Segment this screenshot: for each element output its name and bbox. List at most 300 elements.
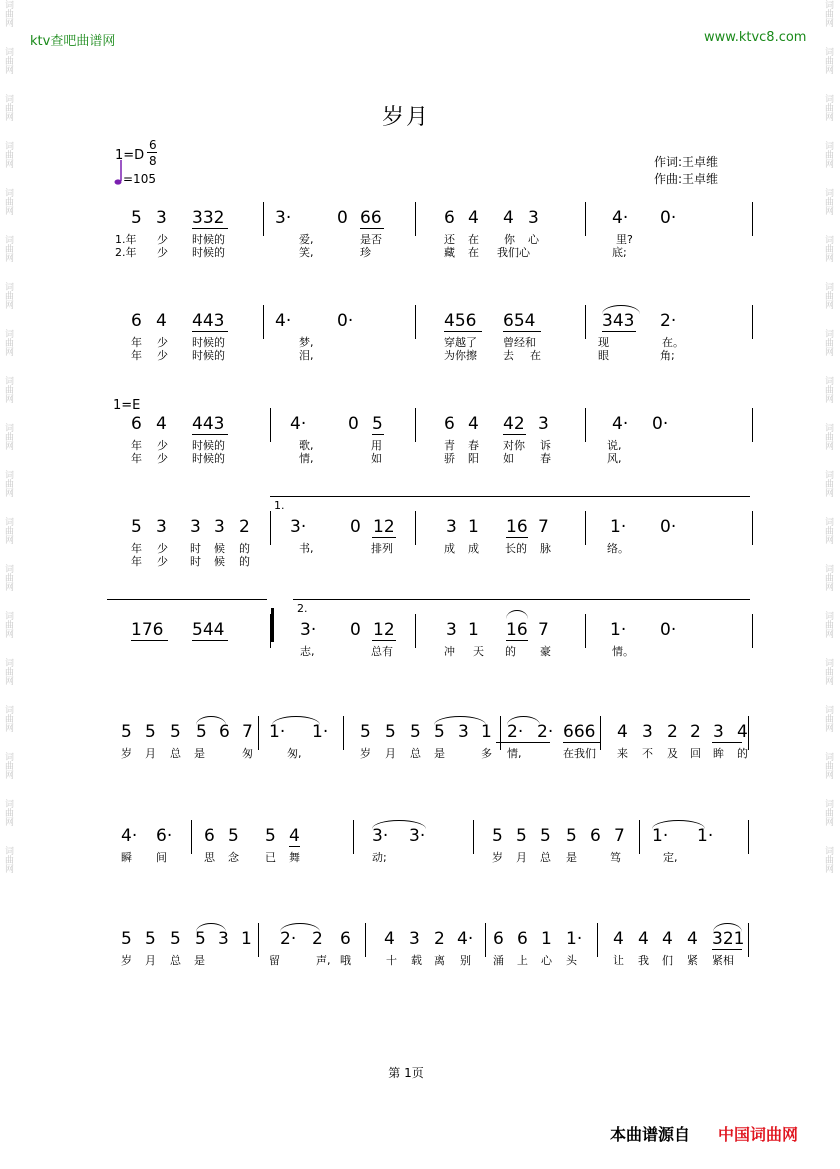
note: 321 bbox=[712, 929, 745, 949]
lyric-line1: 笃 bbox=[610, 851, 621, 864]
watermark-text: 词曲网 bbox=[3, 705, 13, 732]
note: 1 bbox=[241, 929, 252, 949]
note: 3 bbox=[218, 929, 229, 949]
watermark-text: 词曲网 bbox=[3, 611, 13, 638]
lyric-line1: 年 bbox=[131, 336, 142, 349]
slur bbox=[196, 923, 226, 932]
eighth-underline bbox=[496, 742, 550, 743]
lyric-line1: 是 bbox=[566, 851, 577, 864]
lyric-line1: 排列 bbox=[371, 542, 393, 555]
lyric-line2: 底; bbox=[612, 246, 627, 259]
note: 4 bbox=[156, 311, 167, 331]
lyric-line1: 是 bbox=[194, 747, 205, 760]
note: 456 bbox=[444, 311, 477, 331]
note: 66 bbox=[360, 208, 382, 228]
lyric-line2: 眼 bbox=[598, 349, 609, 362]
note: 2 bbox=[312, 929, 323, 949]
note: 6· bbox=[156, 826, 173, 846]
lyric-line2: 年 bbox=[131, 452, 142, 465]
lyric-line1: 匆 bbox=[242, 747, 253, 760]
lyric-line1: 让 bbox=[613, 954, 624, 967]
lyric-line1: 在 bbox=[468, 233, 479, 246]
note: 3 bbox=[156, 517, 167, 537]
lyric-line1: 在。 bbox=[662, 336, 684, 349]
lyric-line1: 总有 bbox=[371, 645, 393, 658]
note: 0 bbox=[348, 414, 359, 434]
eighth-underline bbox=[712, 742, 742, 743]
note: 443 bbox=[192, 311, 225, 331]
note: 0 bbox=[350, 517, 361, 537]
lyric-line1: 动; bbox=[372, 851, 387, 864]
note: 6 bbox=[444, 208, 455, 228]
bar-line bbox=[748, 923, 749, 957]
lyric-line1: 时候的 bbox=[192, 233, 225, 246]
note: 1 bbox=[481, 722, 492, 742]
slur bbox=[507, 716, 540, 725]
slur bbox=[272, 716, 320, 725]
note: 666 bbox=[563, 722, 596, 742]
note: 5 bbox=[434, 722, 445, 742]
time-sig-line bbox=[147, 152, 157, 153]
note: 5 bbox=[492, 826, 503, 846]
note: 5 bbox=[131, 517, 142, 537]
watermark-text: 词曲网 bbox=[3, 517, 13, 544]
note: 4 bbox=[156, 414, 167, 434]
note: 4· bbox=[457, 929, 474, 949]
note: 443 bbox=[192, 414, 225, 434]
lyric-line2: 少 bbox=[157, 246, 168, 259]
eighth-underline bbox=[444, 331, 482, 332]
note: 5 bbox=[131, 208, 142, 228]
note: 0· bbox=[660, 208, 677, 228]
lyric-line2: 在 bbox=[468, 246, 479, 259]
note: 5 bbox=[196, 722, 207, 742]
bar-line bbox=[500, 716, 501, 750]
note: 4 bbox=[613, 929, 624, 949]
time-sig-den: 8 bbox=[149, 154, 157, 168]
lyric-line1: 脉 bbox=[540, 542, 551, 555]
lyric-line1: 月 bbox=[385, 747, 396, 760]
lyric-line2: 春 bbox=[540, 452, 551, 465]
note: 0 bbox=[337, 208, 348, 228]
bar-line bbox=[258, 923, 259, 957]
lyric-line1: 1.年 bbox=[115, 233, 137, 246]
lyric-line1: 舞 bbox=[289, 851, 300, 864]
note: 3· bbox=[372, 826, 389, 846]
note: 4 bbox=[468, 208, 479, 228]
bar-line bbox=[600, 716, 601, 750]
lyric-line1: 在我们 bbox=[563, 747, 596, 760]
lyric-line1: 年 bbox=[131, 439, 142, 452]
lyric-line1: 志, bbox=[300, 645, 315, 658]
eighth-underline bbox=[503, 434, 526, 435]
composer: 作曲:王卓维 bbox=[654, 172, 719, 186]
note: 654 bbox=[503, 311, 536, 331]
lyric-line1: 岁 bbox=[121, 954, 132, 967]
lyric-line2: 少 bbox=[157, 555, 168, 568]
lyricist: 作词:王卓维 bbox=[654, 155, 719, 169]
note: 1· bbox=[312, 722, 329, 742]
eighth-underline bbox=[372, 537, 396, 538]
note: 3 bbox=[214, 517, 225, 537]
source-label: 本曲谱源自 bbox=[610, 1125, 691, 1144]
slur bbox=[434, 716, 486, 725]
bar-line bbox=[585, 408, 586, 442]
eighth-underline bbox=[192, 640, 228, 641]
lyric-line1: 紧 bbox=[687, 954, 698, 967]
quarter-note-icon bbox=[114, 160, 122, 186]
slur bbox=[602, 305, 640, 314]
volta2-label: 2. bbox=[297, 602, 308, 615]
note: 5 bbox=[385, 722, 396, 742]
note: 1· bbox=[610, 620, 627, 640]
bar-line bbox=[748, 716, 749, 750]
lyric-line1: 总 bbox=[170, 954, 181, 967]
slur bbox=[713, 923, 742, 932]
note: 4· bbox=[121, 826, 138, 846]
bar-line bbox=[473, 820, 474, 854]
note: 4 bbox=[503, 208, 514, 228]
lyric-line2: 时 bbox=[190, 555, 201, 568]
watermark-text: 词曲网 bbox=[3, 658, 13, 685]
lyric-line1: 对你 bbox=[503, 439, 525, 452]
lyric-line1: 书, bbox=[299, 542, 314, 555]
note: 16 bbox=[506, 620, 528, 640]
lyric-line1: 少 bbox=[157, 439, 168, 452]
lyric-line2: 时候的 bbox=[192, 349, 225, 362]
lyric-line1: 总 bbox=[170, 747, 181, 760]
bar-line bbox=[258, 716, 259, 750]
watermark-text: 词曲网 bbox=[823, 470, 833, 497]
eighth-underline bbox=[602, 331, 636, 332]
note: 5 bbox=[540, 826, 551, 846]
source-site[interactable]: 中国词曲网 bbox=[718, 1125, 799, 1144]
eighth-underline bbox=[192, 331, 228, 332]
lyric-line1: 月 bbox=[145, 747, 156, 760]
bar-line bbox=[752, 614, 753, 648]
bar-line bbox=[597, 923, 598, 957]
lyric-line2: 去 bbox=[503, 349, 514, 362]
lyric-line1: 间 bbox=[156, 851, 167, 864]
eighth-underline bbox=[192, 434, 228, 435]
watermark-text: 词曲网 bbox=[823, 282, 833, 309]
lyric-line1: 回 bbox=[690, 747, 701, 760]
slur bbox=[652, 820, 705, 829]
note: 3 bbox=[713, 722, 724, 742]
note: 7 bbox=[538, 517, 549, 537]
bar-line bbox=[365, 923, 366, 957]
eighth-underline bbox=[131, 640, 168, 641]
note: 42 bbox=[503, 414, 525, 434]
lyric-line1: 诉 bbox=[540, 439, 551, 452]
watermark-text: 词曲网 bbox=[823, 0, 833, 27]
page-number: 第 1页 bbox=[388, 1066, 424, 1080]
note: 3· bbox=[290, 517, 307, 537]
lyric-line1: 歌, bbox=[299, 439, 314, 452]
note: 3 bbox=[409, 929, 420, 949]
note: 4· bbox=[612, 414, 629, 434]
bar-line bbox=[191, 820, 192, 854]
bar-line bbox=[748, 820, 749, 854]
watermark-text: 词曲网 bbox=[823, 47, 833, 74]
lyric-line2: 阳 bbox=[468, 452, 479, 465]
lyric-line2: 少 bbox=[157, 452, 168, 465]
bar-line bbox=[263, 202, 264, 236]
watermark-text: 词曲网 bbox=[823, 235, 833, 262]
bar-line bbox=[752, 202, 753, 236]
note: 4 bbox=[468, 414, 479, 434]
lyric-line1: 成 bbox=[468, 542, 479, 555]
bar-line bbox=[752, 305, 753, 339]
note: 12 bbox=[373, 517, 395, 537]
lyric-line1: 现 bbox=[598, 336, 609, 349]
lyric-line1: 总 bbox=[540, 851, 551, 864]
lyric-line1: 豪 bbox=[540, 645, 551, 658]
note: 544 bbox=[192, 620, 225, 640]
watermark-text: 词曲网 bbox=[3, 47, 13, 74]
lyric-line1: 是 bbox=[194, 954, 205, 967]
lyric-line1: 定, bbox=[663, 851, 678, 864]
header-right[interactable]: www.ktvc8.com bbox=[704, 30, 807, 45]
bar-line bbox=[485, 923, 486, 957]
lyric-line1: 时候的 bbox=[192, 439, 225, 452]
note: 0· bbox=[652, 414, 669, 434]
lyric-line1: 及 bbox=[667, 747, 678, 760]
bar-line bbox=[585, 305, 586, 339]
lyric-line1: 曾经和 bbox=[503, 336, 536, 349]
eighth-underline bbox=[289, 846, 300, 847]
lyric-line1: 岁 bbox=[360, 747, 371, 760]
lyric-line1: 总 bbox=[410, 747, 421, 760]
repeat-start-bracket bbox=[107, 599, 267, 600]
watermark-text: 词曲网 bbox=[823, 846, 833, 873]
key-signature: 1=D bbox=[115, 148, 145, 163]
note: 1 bbox=[468, 620, 479, 640]
lyric-line1: 时候的 bbox=[192, 336, 225, 349]
watermark-text: 词曲网 bbox=[823, 799, 833, 826]
bar-line bbox=[343, 716, 344, 750]
note: 4 bbox=[638, 929, 649, 949]
watermark-text: 词曲网 bbox=[3, 376, 13, 403]
note: 2 bbox=[690, 722, 701, 742]
watermark-text: 词曲网 bbox=[3, 423, 13, 450]
lyric-line2: 少 bbox=[157, 349, 168, 362]
note: 5 bbox=[145, 929, 156, 949]
watermark-text: 词曲网 bbox=[3, 235, 13, 262]
volta1-label: 1. bbox=[274, 499, 285, 512]
lyric-line1: 时 bbox=[190, 542, 201, 555]
note: 2· bbox=[537, 722, 554, 742]
lyric-line1: 梦, bbox=[299, 336, 314, 349]
note: 5 bbox=[265, 826, 276, 846]
note: 5 bbox=[195, 929, 206, 949]
note: 4 bbox=[617, 722, 628, 742]
lyric-line1: 里? bbox=[616, 233, 633, 246]
bar-line bbox=[585, 614, 586, 648]
lyric-line2: 藏 bbox=[444, 246, 455, 259]
lyric-line2: 在 bbox=[530, 349, 541, 362]
eighth-underline bbox=[503, 331, 541, 332]
note: 1· bbox=[652, 826, 669, 846]
note: 0· bbox=[660, 620, 677, 640]
lyric-line2: 年 bbox=[131, 349, 142, 362]
note: 2· bbox=[660, 311, 677, 331]
note: 6 bbox=[493, 929, 504, 949]
lyric-line1: 已 bbox=[265, 851, 276, 864]
lyric-line1: 的 bbox=[239, 542, 250, 555]
lyric-line1: 冲 bbox=[444, 645, 455, 658]
note: 7 bbox=[614, 826, 625, 846]
lyric-line1: 紧相 bbox=[712, 954, 734, 967]
watermark-text: 词曲网 bbox=[823, 423, 833, 450]
volta1-bracket bbox=[270, 496, 750, 497]
note: 3 bbox=[458, 722, 469, 742]
note: 5 bbox=[121, 722, 132, 742]
lyric-line2: 我们心 bbox=[497, 246, 530, 259]
lyric-line2: 情, bbox=[299, 452, 314, 465]
lyric-line1: 年 bbox=[131, 542, 142, 555]
note: 4 bbox=[662, 929, 673, 949]
lyric-line2: 时候的 bbox=[192, 246, 225, 259]
watermark-text: 词曲网 bbox=[823, 94, 833, 121]
lyric-line1: 说, bbox=[607, 439, 622, 452]
lyric-line1: 念 bbox=[228, 851, 239, 864]
note: 0· bbox=[660, 517, 677, 537]
bar-line bbox=[415, 511, 416, 545]
note: 3 bbox=[190, 517, 201, 537]
note: 5 bbox=[170, 722, 181, 742]
bar-line bbox=[270, 511, 271, 545]
bar-line bbox=[270, 408, 271, 442]
lyric-line1: 少 bbox=[157, 542, 168, 555]
lyric-line1: 涌 bbox=[493, 954, 504, 967]
lyric-line1: 瞬 bbox=[121, 851, 132, 864]
lyric-line1: 多 bbox=[481, 747, 492, 760]
lyric-line1: 不 bbox=[642, 747, 653, 760]
note: 6 bbox=[444, 414, 455, 434]
note: 3· bbox=[409, 826, 426, 846]
note: 12 bbox=[373, 620, 395, 640]
watermark-text: 词曲网 bbox=[823, 376, 833, 403]
slur bbox=[372, 820, 426, 829]
lyric-line1: 还 bbox=[444, 233, 455, 246]
note: 6 bbox=[590, 826, 601, 846]
bar-line bbox=[263, 305, 264, 339]
repeat-bar-thick bbox=[271, 608, 274, 642]
lyric-line1: 穿越了 bbox=[444, 336, 477, 349]
note: 1· bbox=[610, 517, 627, 537]
lyric-line1: 我 bbox=[638, 954, 649, 967]
lyric-line1: 月 bbox=[145, 954, 156, 967]
lyric-line2: 时候的 bbox=[192, 452, 225, 465]
bar-line bbox=[415, 305, 416, 339]
note: 1· bbox=[566, 929, 583, 949]
note: 5 bbox=[170, 929, 181, 949]
watermark-text: 词曲网 bbox=[3, 799, 13, 826]
note: 4 bbox=[687, 929, 698, 949]
lyric-line1: 岁 bbox=[492, 851, 503, 864]
lyric-line1: 月 bbox=[516, 851, 527, 864]
note: 2· bbox=[507, 722, 524, 742]
note: 4 bbox=[737, 722, 748, 742]
lyric-line1: 岁 bbox=[121, 747, 132, 760]
note: 3 bbox=[446, 620, 457, 640]
watermark-text: 词曲网 bbox=[823, 752, 833, 779]
lyric-line1: 心 bbox=[541, 954, 552, 967]
note: 5 bbox=[372, 414, 383, 434]
bar-line bbox=[752, 511, 753, 545]
bar-line bbox=[585, 511, 586, 545]
lyric-line2: 珍 bbox=[360, 246, 371, 259]
bar-line bbox=[639, 820, 640, 854]
slur bbox=[506, 610, 528, 619]
eighth-underline bbox=[192, 228, 228, 229]
note: 5 bbox=[360, 722, 371, 742]
note: 3 bbox=[446, 517, 457, 537]
lyric-line1: 成 bbox=[444, 542, 455, 555]
note: 6 bbox=[204, 826, 215, 846]
note: 3 bbox=[538, 414, 549, 434]
lyric-line2: 年 bbox=[131, 555, 142, 568]
volta2-bracket bbox=[293, 599, 750, 600]
note: 1 bbox=[468, 517, 479, 537]
lyric-line1: 眸 bbox=[713, 747, 724, 760]
watermark-text: 词曲网 bbox=[823, 705, 833, 732]
eighth-underline bbox=[506, 640, 528, 641]
lyric-line1: 载 bbox=[411, 954, 422, 967]
watermark-right bbox=[822, 0, 836, 893]
note: 343 bbox=[602, 311, 635, 331]
note: 2 bbox=[239, 517, 250, 537]
eighth-underline bbox=[506, 537, 528, 538]
note: 4· bbox=[275, 311, 292, 331]
lyric-line1: 留 bbox=[269, 954, 280, 967]
note: 332 bbox=[192, 208, 225, 228]
note: 5 bbox=[121, 929, 132, 949]
lyric-line1: 长的 bbox=[505, 542, 527, 555]
eighth-underline bbox=[360, 228, 384, 229]
header-left[interactable]: ktv查吧曲谱网 bbox=[30, 34, 116, 49]
lyric-line2: 角; bbox=[660, 349, 675, 362]
lyric-line2: 泪, bbox=[299, 349, 314, 362]
bar-line bbox=[353, 820, 354, 854]
note: 3· bbox=[275, 208, 292, 228]
watermark-text: 词曲网 bbox=[3, 846, 13, 873]
lyric-line1: 春 bbox=[468, 439, 479, 452]
lyric-line1: 你 bbox=[504, 233, 515, 246]
lyric-line2: 笑, bbox=[299, 246, 314, 259]
lyric-line1: 少 bbox=[157, 233, 168, 246]
lyric-line1: 候 bbox=[214, 542, 225, 555]
note: 3 bbox=[528, 208, 539, 228]
lyric-line1: 匆, bbox=[287, 747, 302, 760]
note: 5 bbox=[228, 826, 239, 846]
watermark-text: 词曲网 bbox=[3, 329, 13, 356]
lyric-line1: 青 bbox=[444, 439, 455, 452]
note: 0 bbox=[350, 620, 361, 640]
lyric-line2: 如 bbox=[371, 452, 382, 465]
bar-line bbox=[415, 408, 416, 442]
watermark-text: 词曲网 bbox=[823, 611, 833, 638]
note: 3 bbox=[156, 208, 167, 228]
slur bbox=[196, 716, 226, 725]
lyric-line1: 是 bbox=[434, 747, 445, 760]
note: 6 bbox=[131, 311, 142, 331]
note: 6 bbox=[517, 929, 528, 949]
lyric-line2: 的 bbox=[239, 555, 250, 568]
eighth-underline bbox=[372, 434, 384, 435]
note: 16 bbox=[506, 517, 528, 537]
